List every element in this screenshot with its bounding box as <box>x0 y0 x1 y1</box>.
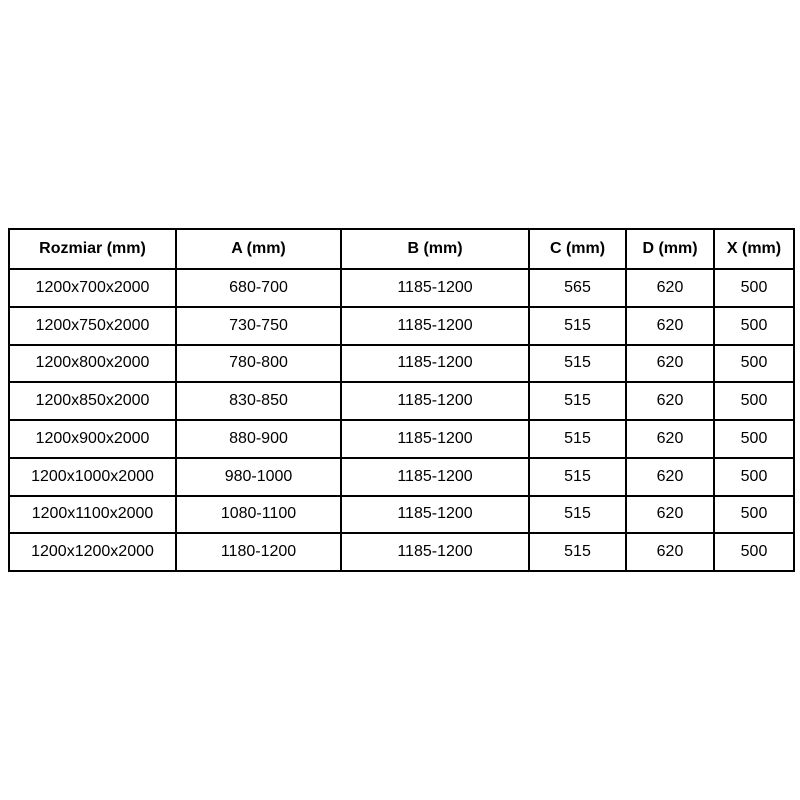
column-header-x: X (mm) <box>714 229 794 269</box>
column-header-c: C (mm) <box>529 229 626 269</box>
table-cell-b: 1185-1200 <box>341 307 529 345</box>
table-cell-a: 1180-1200 <box>176 533 341 571</box>
table-cell-x: 500 <box>714 269 794 307</box>
table-row <box>9 420 794 458</box>
table-cell-c: 515 <box>529 420 626 458</box>
table-cell-x: 500 <box>714 420 794 458</box>
table-cell-x: 500 <box>714 345 794 383</box>
header-row <box>9 229 794 269</box>
table-cell-x: 500 <box>714 533 794 571</box>
table-cell-d: 620 <box>626 420 714 458</box>
column-header-a: A (mm) <box>176 229 341 269</box>
dimensions-table <box>8 228 795 572</box>
table-cell-a: 1080-1100 <box>176 496 341 534</box>
table-row <box>9 458 794 496</box>
table-cell-d: 620 <box>626 458 714 496</box>
table-cell-rozmiar: 1200x1000x2000 <box>9 458 176 496</box>
table-cell-b: 1185-1200 <box>341 420 529 458</box>
table-row <box>9 496 794 534</box>
table-cell-b: 1185-1200 <box>341 382 529 420</box>
table-cell-rozmiar: 1200x1200x2000 <box>9 533 176 571</box>
column-header-b: B (mm) <box>341 229 529 269</box>
table-cell-d: 620 <box>626 307 714 345</box>
table-cell-d: 620 <box>626 533 714 571</box>
table-cell-rozmiar: 1200x900x2000 <box>9 420 176 458</box>
table-cell-x: 500 <box>714 458 794 496</box>
table-cell-b: 1185-1200 <box>341 345 529 383</box>
table-cell-a: 830-850 <box>176 382 341 420</box>
table-cell-a: 730-750 <box>176 307 341 345</box>
table-row <box>9 533 794 571</box>
table-cell-b: 1185-1200 <box>341 533 529 571</box>
table-cell-a: 780-800 <box>176 345 341 383</box>
table-cell-c: 515 <box>529 533 626 571</box>
table-cell-b: 1185-1200 <box>341 496 529 534</box>
table-cell-c: 515 <box>529 496 626 534</box>
table-cell-c: 515 <box>529 382 626 420</box>
table-cell-d: 620 <box>626 496 714 534</box>
table-cell-c: 515 <box>529 458 626 496</box>
table-cell-c: 515 <box>529 345 626 383</box>
table-cell-rozmiar: 1200x1100x2000 <box>9 496 176 534</box>
table-cell-d: 620 <box>626 345 714 383</box>
table-row <box>9 382 794 420</box>
column-header-rozmiar: Rozmiar (mm) <box>9 229 176 269</box>
table-cell-b: 1185-1200 <box>341 269 529 307</box>
table-cell-x: 500 <box>714 496 794 534</box>
table-cell-rozmiar: 1200x750x2000 <box>9 307 176 345</box>
column-header-d: D (mm) <box>626 229 714 269</box>
table-cell-c: 515 <box>529 307 626 345</box>
table-cell-d: 620 <box>626 269 714 307</box>
table-cell-a: 680-700 <box>176 269 341 307</box>
table-row <box>9 269 794 307</box>
table-cell-x: 500 <box>714 307 794 345</box>
table-cell-rozmiar: 1200x700x2000 <box>9 269 176 307</box>
table-row <box>9 345 794 383</box>
table-cell-d: 620 <box>626 382 714 420</box>
table-cell-x: 500 <box>714 382 794 420</box>
table-cell-rozmiar: 1200x800x2000 <box>9 345 176 383</box>
table-cell-a: 980-1000 <box>176 458 341 496</box>
table-cell-c: 565 <box>529 269 626 307</box>
table-cell-b: 1185-1200 <box>341 458 529 496</box>
table-cell-rozmiar: 1200x850x2000 <box>9 382 176 420</box>
table-cell-a: 880-900 <box>176 420 341 458</box>
table-row <box>9 307 794 345</box>
